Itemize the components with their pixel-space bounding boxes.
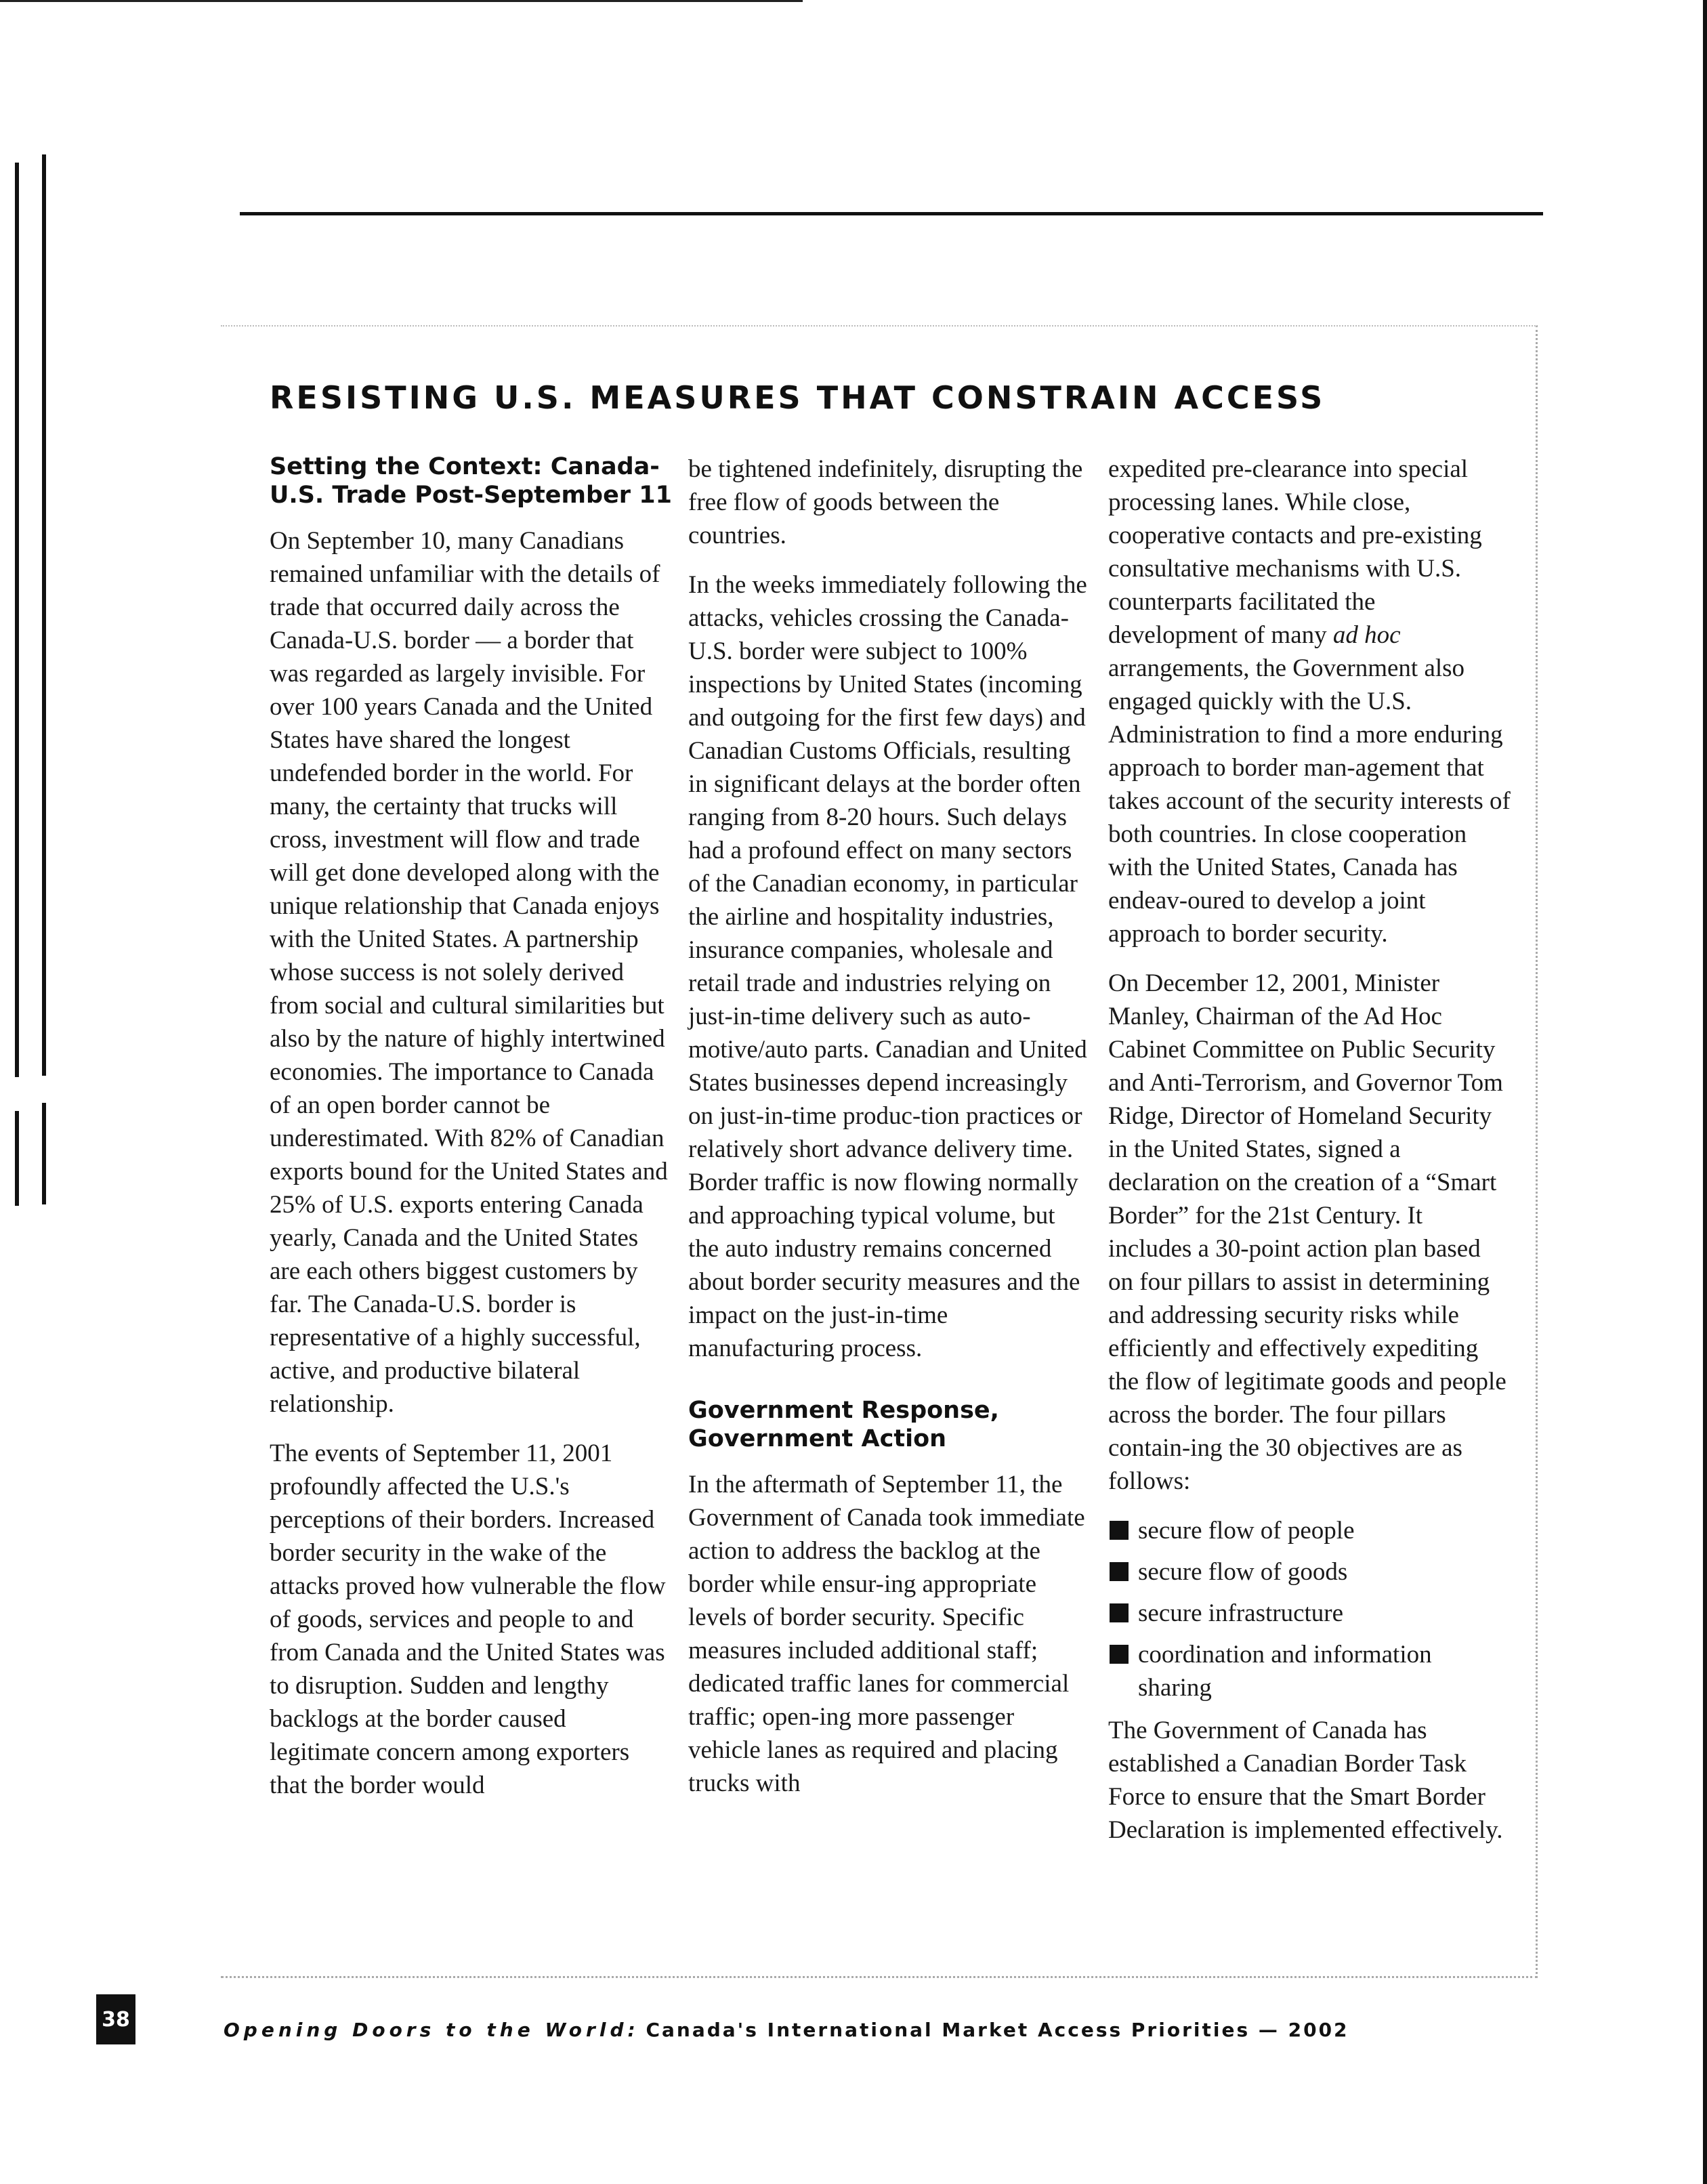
subhead-context: Setting the Context: Canada-U.S. Trade Post-September 11 bbox=[270, 453, 672, 509]
section-title: RESISTING U.S. MEASURES THAT CONSTRAIN ACCESS bbox=[270, 379, 1326, 416]
list-item-label: coordination and information sharing bbox=[1138, 1641, 1432, 1702]
column-2 bbox=[688, 453, 1091, 1816]
square-bullet-icon bbox=[1110, 1521, 1129, 1540]
pillars-list bbox=[1108, 1514, 1511, 1704]
paragraph: On December 12, 2001, Minister Manley, Chairman of the Ad Hoc Cabinet Committee on Public Security and Anti-Terrorism, and Governor Tom Ridge, Director of Homeland Security in the United States, signed a declaration on the creation of a “Smart Border” for the 21st Century. It includes a 30-point action plan based on four pillars to assist in determining and addressing security risks while efficiently and effectively expediting the flow of legitimate goods and people across the border. The four pillars contain-ing the 30 objectives are as follows: bbox=[1108, 969, 1506, 1495]
list-item-label: secure infrastructure bbox=[1138, 1599, 1344, 1627]
paragraph: be tightened indefinitely, disrupting the free flow of goods between the countries. bbox=[688, 455, 1083, 549]
paragraph: On September 10, many Canadians remained unfamiliar with the details of trade that occurred daily across the Canada-U.S. border — a border that was regarded as largely invisible. For over 100 years Canada and the United States have shared the longest undefended border in the world. For many, the certainty that trucks will cross, investment will flow and trade will get done developed along with the unique relationship that Canada enjoys with the United States. A partnership whose success is not solely derived from social and cultural similarities but also by the nature of highly intertwined economies. The importance to Canada of an open border cannot be underestimated. With 82% of Canadian exports bound for the United States and 25% of U.S. exports entering Canada yearly, Canada and the United States are each others biggest customers by far. The Canada-U.S. border is representative of a highly successful, active, and productive bilateral relationship. bbox=[270, 527, 668, 1418]
column-1 bbox=[270, 453, 672, 1818]
text-run: arrangements, the Government also engaged quickly with the U.S. Administration to find a more enduring approach to border man-agement that takes account of the security interests of both countries. In close cooperation with the United States, Canada has endeav-oured to develop a joint approach to border security. bbox=[1108, 654, 1511, 948]
paragraph: In the aftermath of September 11, the Government of Canada took immediate action to address the backlog at the border while ensur-ing appropriate levels of border security. Specific measures included additional staff; dedicated traffic lanes for commercial traffic; open-ing more passenger vehicle lanes as required and placing trucks with bbox=[688, 1471, 1085, 1797]
scan-edge-top bbox=[0, 0, 803, 2]
square-bullet-icon bbox=[1110, 1645, 1129, 1664]
list-item bbox=[1108, 1638, 1511, 1704]
list-item bbox=[1108, 1555, 1511, 1589]
list-item-label: secure flow of people bbox=[1138, 1517, 1355, 1545]
paragraph: The Government of Canada has established a Canadian Border Task Force to ensure that the Smart Border Declaration is implemented effectively. bbox=[1108, 1717, 1503, 1844]
italic-text: ad hoc bbox=[1332, 621, 1401, 649]
list-item-label: secure flow of goods bbox=[1138, 1558, 1348, 1586]
scan-mark-left bbox=[15, 163, 19, 1077]
scan-mark-left bbox=[15, 1111, 19, 1206]
text-run: expedited pre-clearance into special processing lanes. While close, cooperative contacts and pre-existing consultative mechanisms with U.S. counterparts facilitated the development of many bbox=[1108, 455, 1482, 649]
page-number: 38 bbox=[96, 1994, 135, 2044]
list-item bbox=[1108, 1597, 1511, 1630]
square-bullet-icon bbox=[1110, 1603, 1129, 1622]
header-rule bbox=[240, 212, 1543, 215]
scan-edge-right bbox=[1703, 0, 1707, 2184]
paragraph bbox=[1108, 453, 1511, 950]
paragraph: The events of September 11, 2001 profoundly affected the U.S.'s perceptions of their borders. Increased border security in the wake of the attacks proved how vulnerable the flow of goods, services and people to and from Canada and the United States was to disruption. Sudden and lengthy backlogs at the border caused legitimate concern among exporters that the border would bbox=[270, 1440, 666, 1799]
running-footer bbox=[224, 2019, 1349, 2041]
footer-title-italic: Opening Doors to the World: bbox=[224, 2019, 639, 2041]
footer-title-rest: Canada's International Market Access Priorities — 2002 bbox=[646, 2019, 1349, 2041]
column-3 bbox=[1108, 453, 1511, 1863]
scan-mark-left bbox=[42, 1103, 46, 1204]
list-item bbox=[1108, 1514, 1511, 1547]
subhead-government-response: Government Response, Government Action bbox=[688, 1397, 999, 1452]
scan-mark-left bbox=[42, 154, 46, 1076]
square-bullet-icon bbox=[1110, 1562, 1129, 1581]
paragraph: In the weeks immediately following the attacks, vehicles crossing the Canada-U.S. border were subject to 100% inspections by United States (incoming and outgoing for the first few days) and Canadian Customs Officials, resulting in significant delays at the border often ranging from 8-20 hours. Such delays had a profound effect on many sectors of the Canadian economy, in particular the airline and hospitality industries, insurance companies, wholesale and retail trade and industries relying on just-in-time delivery such as auto-motive/auto parts. Canadian and United States businesses depend increasingly on just-in-time produc-tion practices or relatively short advance delivery time. Border traffic is now flowing normally and approaching typical volume, but the auto industry remains concerned about border security measures and the impact on the just-in-time manufacturing process. bbox=[688, 571, 1087, 1362]
